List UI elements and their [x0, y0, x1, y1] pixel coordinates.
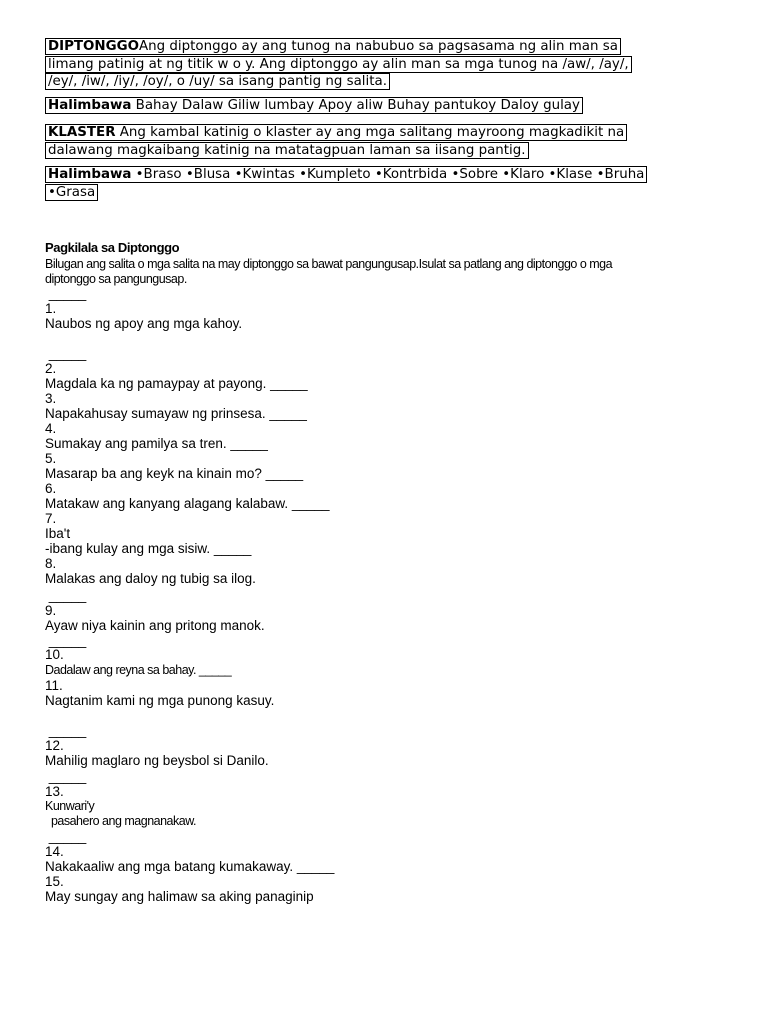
item-number: 14.: [45, 844, 64, 859]
klaster-line-1: KLASTER Ang kambal katinig o klaster ay ang mga salitang mayroong magkadikit na: [45, 124, 627, 141]
exercise-instructions-line-1: Bilugan ang salita o mga salita na may diptonggo sa bawat pangungusap.Isulat sa patlang ang diptonggo o mga: [45, 257, 613, 271]
item-sentence: Nagtanim kami ng mga punong kasuy.: [45, 693, 275, 708]
diptonggo-line-1: DIPTONGGOAng diptonggo ay ang tunog na nabubuo sa pagsasama ng alin man sa: [45, 38, 621, 55]
answer-blank[interactable]: _____: [45, 723, 87, 738]
halimbawa-label: Halimbawa: [48, 98, 132, 113]
item-sentence: Magdala ka ng pamaypay at payong. _____: [45, 376, 308, 391]
diptonggo-line-3: /ey/, /iw/, /iy/, /oy/, o /uy/ sa isang pantig ng salita.: [45, 73, 390, 90]
item-sentence: -ibang kulay ang mga sisiw. _____: [45, 541, 252, 556]
klaster-definition: [45, 124, 705, 159]
item-number: 4.: [45, 421, 57, 436]
item-number: 11.: [45, 678, 63, 693]
answer-blank[interactable]: _____: [45, 286, 87, 301]
halimbawa-klaster-line-2: •Grasa: [45, 184, 98, 201]
item-number: 13.: [45, 784, 64, 799]
diptonggo-definition: [45, 38, 705, 91]
item-number: 15.: [45, 874, 64, 889]
halimbawa-diptonggo-line: Halimbawa Bahay Dalaw Giliw lumbay Apoy aliw Buhay pantukoy Daloy gulay: [45, 97, 583, 114]
klaster-term: KLASTER: [48, 125, 116, 140]
item-sentence: Nakakaaliw ang mga batang kumakaway. _____: [45, 859, 335, 874]
item-sentence: Malakas ang daloy ng tubig sa ilog.: [45, 571, 256, 586]
halimbawa-klaster: [45, 166, 705, 201]
item-number: 9.: [45, 603, 57, 618]
item-sentence: Matakaw ang kanyang alagang kalabaw. _____: [45, 496, 330, 511]
item-sentence: Ayaw niya kainin ang pritong manok.: [45, 618, 265, 633]
item-number: 8.: [45, 556, 57, 571]
diptonggo-line-2: limang patinig at ng titik w o y. Ang diptonggo ay alin man sa mga tunog na /aw/, /ay/,: [45, 56, 632, 73]
item-sentence: Napakahusay sumayaw ng prinsesa. _____: [45, 406, 307, 421]
item-sentence-part: Iba't: [45, 526, 71, 541]
item-number: 2.: [45, 361, 57, 376]
halimbawa-label: Halimbawa: [48, 167, 132, 182]
item-number: 7.: [45, 511, 57, 526]
exercise-instructions-line-2: diptonggo sa pangungusap.: [45, 272, 187, 286]
item-sentence: Naubos ng apoy ang mga kahoy.: [45, 316, 243, 331]
item-number: 12.: [45, 738, 64, 753]
halimbawa-klaster-line-1: Halimbawa •Braso •Blusa •Kwintas •Kumpleto •Kontrbida •Sobre •Klaro •Klase •Bruha: [45, 166, 647, 183]
diptonggo-term: DIPTONGGO: [48, 39, 140, 54]
klaster-line-2: dalawang magkaibang katinig na matatagpuan laman sa iisang pantig.: [45, 142, 529, 159]
item-number: 10.: [45, 647, 64, 662]
item-sentence-part: Kunwari'y: [45, 799, 95, 813]
answer-blank[interactable]: _____: [45, 829, 87, 844]
answer-blank[interactable]: _____: [45, 346, 87, 361]
answer-blank[interactable]: _____: [45, 769, 87, 784]
item-sentence: Mahilig maglaro ng beysbol si Danilo.: [45, 753, 269, 768]
item-sentence: pasahero ang magnanakaw.: [45, 814, 197, 828]
item-sentence: Dadalaw ang reyna sa bahay. _____: [45, 663, 232, 677]
item-number: 3.: [45, 391, 57, 406]
item-sentence: Masarap ba ang keyk na kinain mo? _____: [45, 466, 304, 481]
item-number: 1.: [45, 301, 57, 316]
item-number: 5.: [45, 451, 57, 466]
halimbawa-diptonggo: [45, 97, 705, 115]
item-sentence: Sumakay ang pamilya sa tren. _____: [45, 436, 268, 451]
answer-blank[interactable]: _____: [45, 633, 87, 648]
item-sentence: May sungay ang halimaw sa aking panaginip: [45, 889, 314, 904]
exercise-title: Pagkilala sa Diptonggo: [45, 240, 180, 255]
answer-blank[interactable]: _____: [45, 588, 87, 603]
item-number: 6.: [45, 481, 57, 496]
